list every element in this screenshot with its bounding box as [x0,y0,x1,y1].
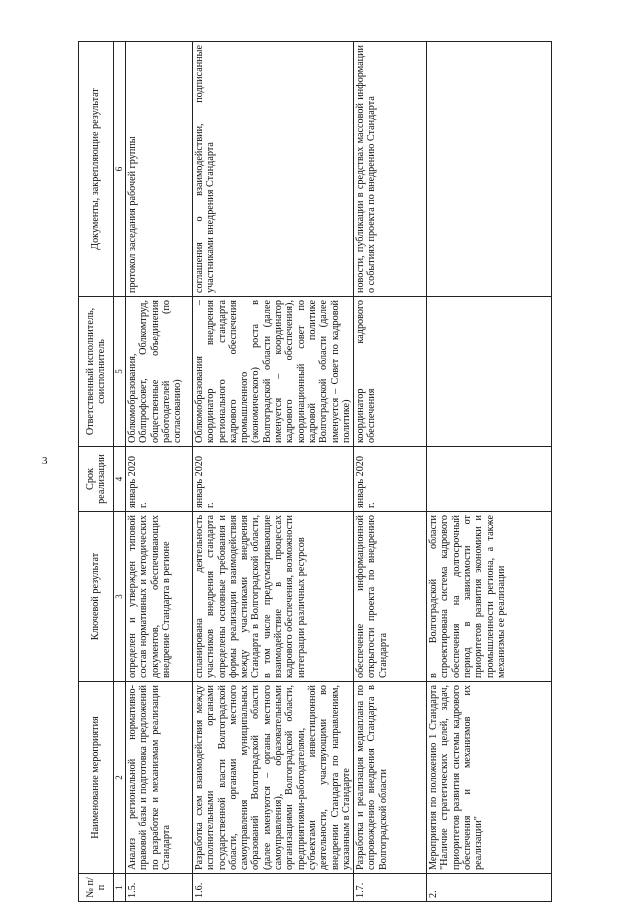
table-header-row [79,42,114,902]
column-number: 1 [114,874,126,902]
documents [427,42,552,297]
documents: соглашения о взаимодействии, подписанные участниками внедрения Стандарта [193,42,354,297]
column-number: 6 [114,42,126,297]
table-row [193,42,354,902]
documents: протокол заседания рабочей группы [126,42,193,297]
term: январь 2020 г. [126,447,193,512]
header-key-result: Ключевой результат [79,512,114,682]
measure-name: Мероприятия по положению 1 Стандарта "Наличие стратегических целей, задач, приоритетов развития системы кадрового обеспечения и механизмов их реализации" [427,682,552,874]
table-row [126,42,193,902]
row-number: 1.6. [193,874,354,902]
table-row [427,42,552,902]
row-number: 1.7. [354,874,427,902]
header-measure-name: Наименование мероприятия [79,682,114,874]
header-term: Срок реализации [79,447,114,512]
key-result: определен и утвержден типовой состав нормативных и методических документов, обеспечивающих внедрение Стандарта в регионе [126,512,193,682]
page-number: 3 [42,455,48,467]
measure-name: Разработка схем взаимодействия между исполнительными органами государственной власти Волгоградской области, органами местного самоуправления муниципальных образований Волгоградской области (далее именуются – органы местного самоуправления), образовательными организациями Волгоградской области, предприятиями-работодателями, субъектами инвестиционной деятельности, участвующими во внедрении Стандарта по направлениям, указанным в Стандарте [193,682,354,874]
column-number: 5 [114,297,126,447]
column-number: 2 [114,682,126,874]
column-number-row [114,42,126,902]
measures-table [78,41,552,902]
responsible [427,297,552,447]
column-number: 3 [114,512,126,682]
column-number: 4 [114,447,126,512]
rotated-table-wrapper [78,42,634,902]
row-number: 1.5. [126,874,193,902]
key-result: обеспечение информационной открытости проекта по внедрению Стандарта [354,512,427,682]
measure-name: Разработка и реализация медиаплана по сопровождению внедрения Стандарта в Волгоградской области [354,682,427,874]
term [427,447,552,512]
term: январь 2020 г. [354,447,427,512]
header-responsible: Ответственный исполнитель, соисполнитель [79,297,114,447]
key-result: в Волгоградской области спроектирована система кадрового обеспечения на долгосрочный период в зависимости от приоритетов развития экономики и промышленности региона, а также механизмы ее реализации [427,512,552,682]
header-number: № п/п [79,874,114,902]
table-row [354,42,427,902]
row-number: 2. [427,874,552,902]
header-documents: Документы, закрепляющие результат [79,42,114,297]
key-result: спланирована деятельность участников внедрения стандарта определены основные требования и формы реализации взаимодействия между участниками внедрения Стандарта в Волгоградской области, в том числе предусматривающие взаимодействие в процессах кадрового обеспечения, возможности интеграции различных ресурсов [193,512,354,682]
responsible: Облкомобразования – координатор внедрения регионального стандарта кадрового обеспечения промышленного (экономического) роста в Волгоградской области (далее именуется – координатор кадрового обеспечения), координационный совет по кадровой политике Волгоградской области (далее именуется – Совет по кадровой политике) [193,297,354,447]
term: январь 2020 г. [193,447,354,512]
responsible: координатор кадрового обеспечения [354,297,427,447]
responsible: Облкомобразования, Облпрофсовет, Облкомтруд, общественные объединения работодателей (по согласованию) [126,297,193,447]
documents: новости, публикации в средствах массовой информации о событиях проекта по внедрению Стандарта [354,42,427,297]
measure-name: Анализ региональной нормативно-правовой базы и подготовка предложений по разработке и механизмам реализации Стандарта [126,682,193,874]
